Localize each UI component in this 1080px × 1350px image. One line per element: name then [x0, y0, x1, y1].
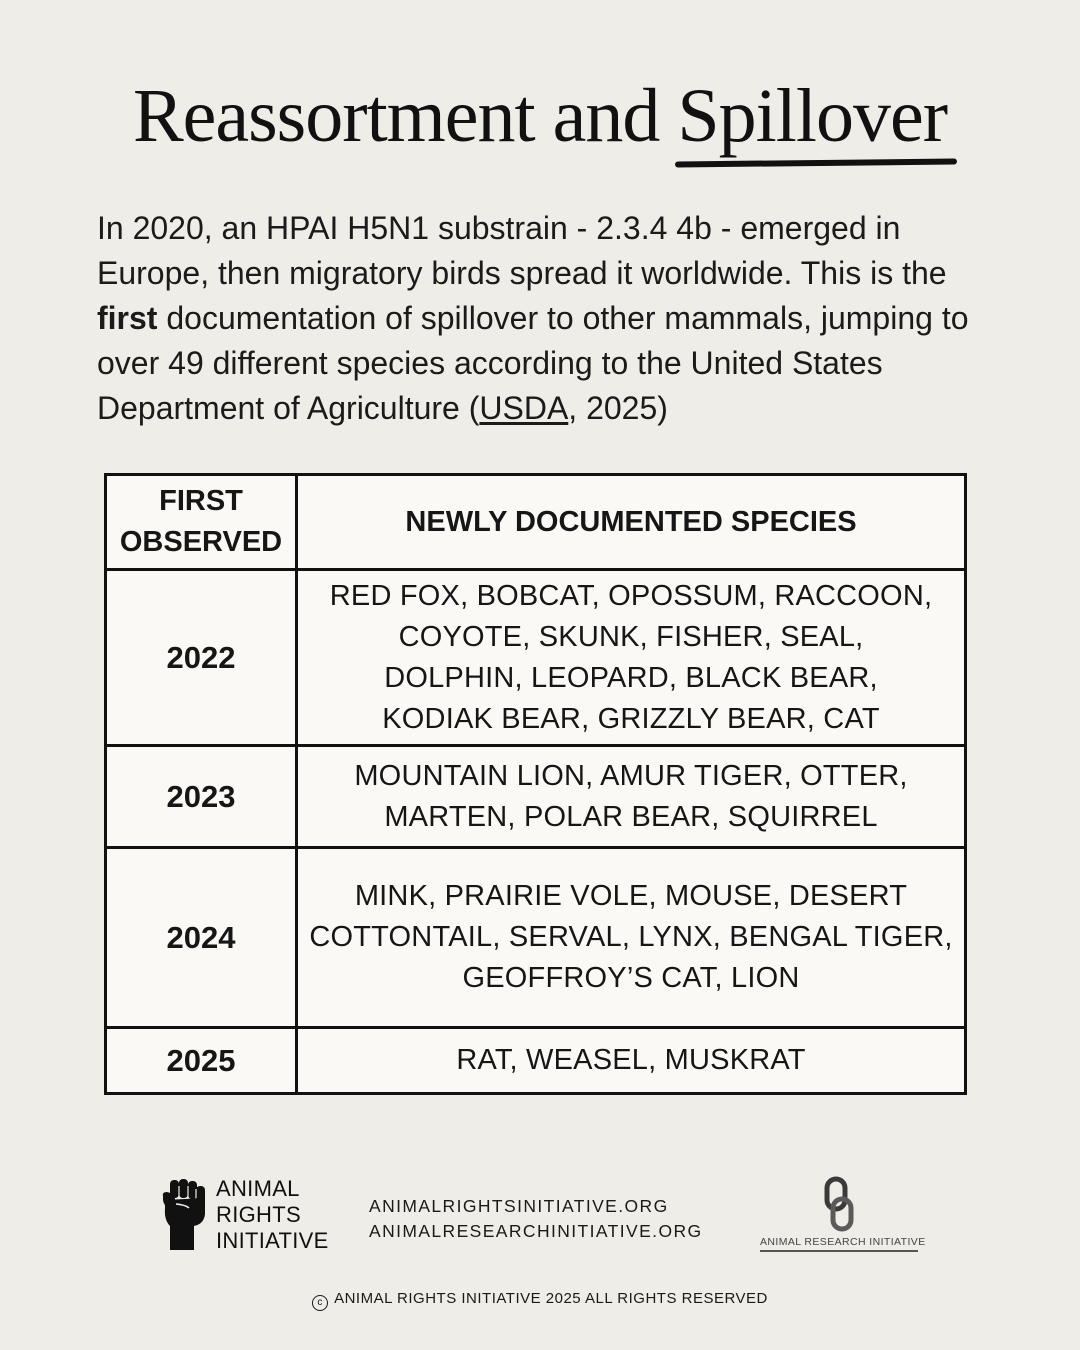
header-first-observed: FIRST OBSERVED [106, 475, 297, 570]
copyright-text: ANIMAL RIGHTS INITIATIVE 2025 ALL RIGHTS RESERVED [334, 1290, 768, 1307]
table-row [106, 570, 966, 746]
species-cell: MINK, PRAIRIE VOLE, MOUSE, DESERT COTTONTAIL, SERVAL, LYNX, BENGAL TIGER, GEOFFROY’S CAT, LION [297, 848, 966, 1028]
ari-logo-line-3: INITIATIVE [216, 1228, 329, 1253]
year-cell: 2025 [106, 1028, 297, 1094]
animal-rights-initiative-logo [160, 1176, 329, 1254]
copyright-icon: c [312, 1295, 328, 1311]
table-row [106, 1028, 966, 1094]
animal-research-initiative-logo [760, 1176, 926, 1252]
title-part-2: Spillover [677, 78, 947, 154]
title-underline [675, 159, 957, 168]
ari-logo-text [216, 1176, 329, 1254]
species-table [104, 473, 967, 1095]
table-row [106, 746, 966, 848]
table-row [106, 848, 966, 1028]
year-cell: 2023 [106, 746, 297, 848]
intro-text-3: , 2025) [568, 390, 668, 426]
intro-text-1: In 2020, an HPAI H5N1 substrain - 2.3.4 4b - emerged in Europe, then migratory birds spread it worldwide. This is the [97, 210, 947, 291]
copyright-notice [0, 1290, 1080, 1311]
usda-link[interactable]: USDA [479, 390, 569, 426]
year-cell: 2024 [106, 848, 297, 1028]
link-animal-research[interactable]: ANIMALRESEARCHINITIATIVE.ORG [369, 1221, 703, 1241]
title-part-1: Reassortment and [132, 74, 678, 158]
species-cell: MOUNTAIN LION, AMUR TIGER, OTTER, MARTEN, POLAR BEAR, SQUIRREL [297, 746, 966, 848]
website-links [369, 1194, 703, 1244]
ari-logo-line-2: RIGHTS [216, 1202, 301, 1227]
year-cell: 2022 [106, 570, 297, 746]
page-title [0, 74, 1080, 158]
intro-paragraph [97, 206, 997, 431]
intro-text-2: documentation of spillover to other mammals, jumping to over 49 different species according to the United States Department of Agriculture ( [97, 300, 969, 426]
species-cell: RED FOX, BOBCAT, OPOSSUM, RACCOON, COYOTE, SKUNK, FISHER, SEAL, DOLPHIN, LEOPARD, BLACK BEAR, KODIAK BEAR, GRIZZLY BEAR, CAT [297, 570, 966, 746]
table-header-row [106, 475, 966, 570]
species-cell: RAT, WEASEL, MUSKRAT [297, 1028, 966, 1094]
intro-bold-first: first [97, 300, 158, 336]
raised-fist-icon [160, 1178, 208, 1252]
header-newly-documented-species: NEWLY DOCUMENTED SPECIES [297, 475, 966, 570]
research-logo-name: ANIMAL RESEARCH INITIATIVE [760, 1236, 918, 1252]
chain-link-icon [822, 1176, 856, 1232]
link-animal-rights[interactable]: ANIMALRIGHTSINITIATIVE.ORG [369, 1196, 669, 1216]
ari-logo-line-1: ANIMAL [216, 1176, 300, 1201]
